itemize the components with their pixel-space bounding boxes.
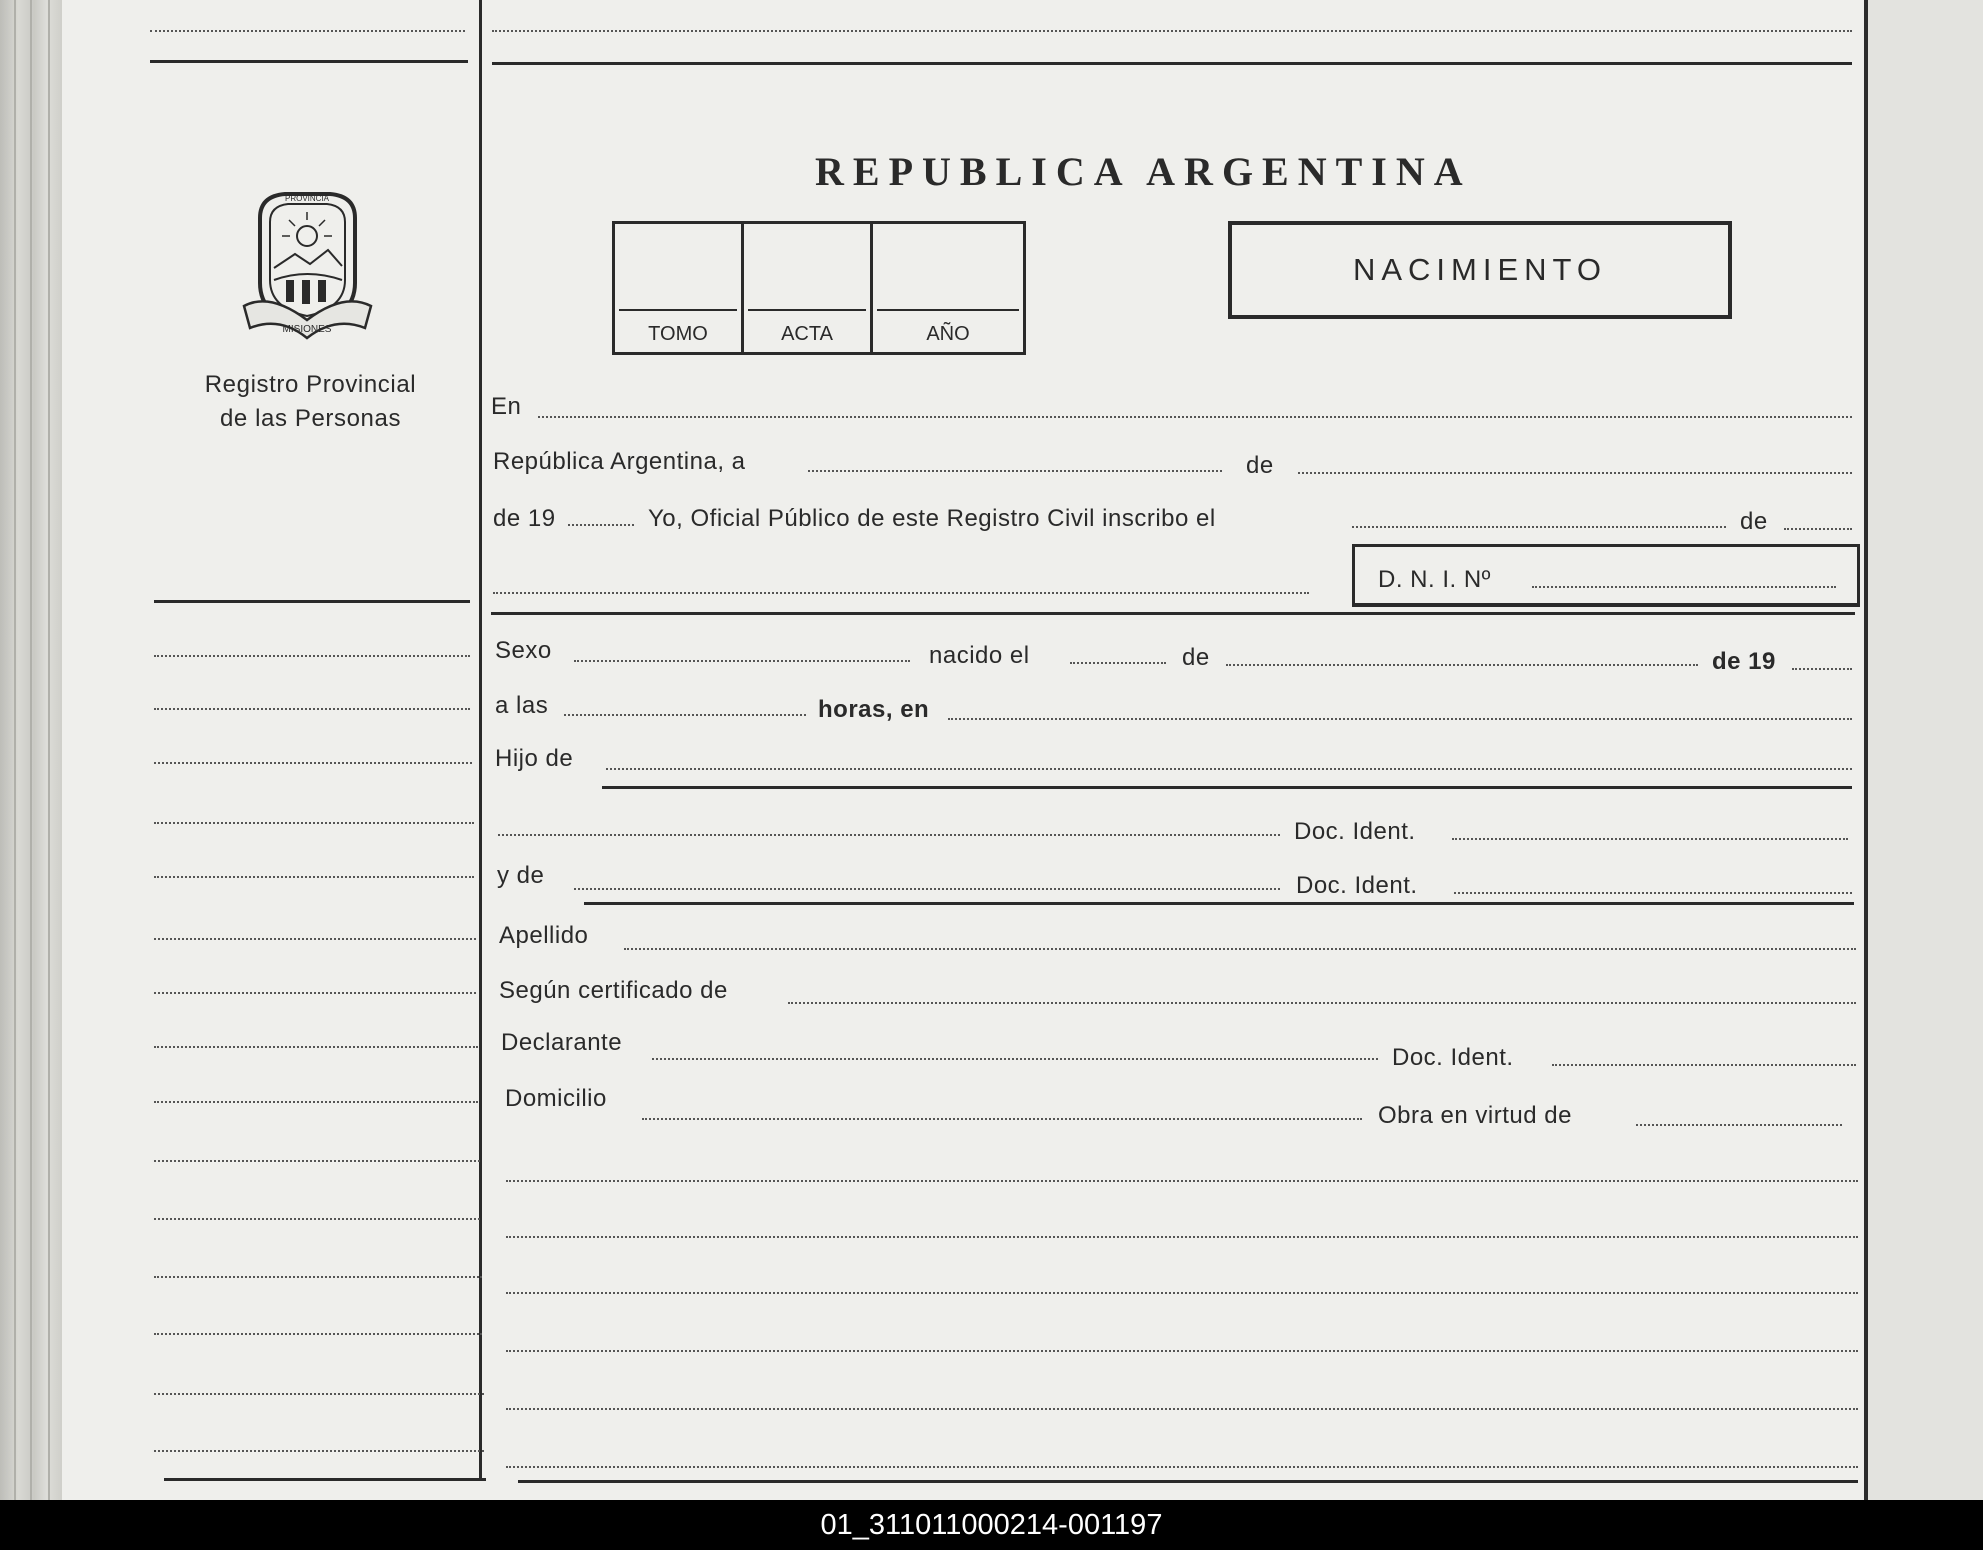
en-label: En xyxy=(491,393,522,420)
notes-line[interactable] xyxy=(506,1180,1858,1182)
notes-line[interactable] xyxy=(506,1466,1858,1468)
notes-line[interactable] xyxy=(506,1408,1858,1410)
hijo-de-label: Hijo de xyxy=(495,745,574,772)
horas-en-label: horas, en xyxy=(818,696,930,723)
sexo-label: Sexo xyxy=(495,637,552,664)
margin-dotted-line[interactable] xyxy=(154,762,472,764)
mother-field[interactable] xyxy=(574,888,1280,890)
rule xyxy=(150,60,468,63)
dotted-line xyxy=(492,30,1852,32)
margin-dotted-line[interactable] xyxy=(154,876,474,878)
declarant-field[interactable] xyxy=(652,1058,1378,1060)
a-las-label: a las xyxy=(495,692,549,719)
notes-line[interactable] xyxy=(506,1350,1858,1352)
svg-text:MISIONES: MISIONES xyxy=(282,324,332,335)
obra-en-virtud-label: Obra en virtud de xyxy=(1378,1102,1572,1129)
de19-label: de 19 xyxy=(493,505,556,532)
rule xyxy=(492,62,1852,65)
margin-dotted-line[interactable] xyxy=(154,1450,484,1452)
father-name-field[interactable] xyxy=(498,834,1280,836)
binding-stripe xyxy=(14,0,16,1500)
sheet-edge xyxy=(1864,0,1868,1500)
month-field[interactable] xyxy=(1298,472,1852,474)
de-label: de xyxy=(1246,452,1274,479)
binding-stripe xyxy=(30,0,32,1500)
binding-stripe xyxy=(48,0,50,1500)
yo-oficial-label: Yo, Oficial Público de este Registro Civil inscribo el xyxy=(648,505,1216,532)
doc-ident-label: Doc. Ident. xyxy=(1294,818,1416,845)
margin-dotted-line[interactable] xyxy=(154,822,474,824)
birth-month-field[interactable] xyxy=(1226,664,1698,666)
dni-label: D. N. I. Nº xyxy=(1378,566,1491,593)
margin-dotted-line[interactable] xyxy=(154,938,476,940)
record-type-box xyxy=(1228,221,1732,319)
record-type-label: NACIMIENTO xyxy=(1352,252,1608,287)
rule xyxy=(154,600,470,603)
inscription-field[interactable] xyxy=(1352,526,1726,528)
notes-line[interactable] xyxy=(506,1236,1858,1238)
acta-cell[interactable] xyxy=(744,224,873,352)
margin-dotted-line[interactable] xyxy=(154,708,470,710)
de19-label: de 19 xyxy=(1712,648,1776,675)
father-doc-field[interactable] xyxy=(1452,838,1848,840)
dotted-line xyxy=(150,30,465,32)
registry-name xyxy=(178,368,443,436)
rule xyxy=(164,1478,486,1481)
margin-dotted-line[interactable] xyxy=(154,655,470,657)
tomo-cell[interactable] xyxy=(615,224,744,352)
birth-day-field[interactable] xyxy=(1070,662,1166,664)
mother-doc-field[interactable] xyxy=(1454,892,1852,894)
birth-year-field[interactable] xyxy=(1792,668,1852,670)
margin-dotted-line[interactable] xyxy=(154,1160,480,1162)
address-field[interactable] xyxy=(642,1118,1362,1120)
country-title: REPUBLICA ARGENTINA xyxy=(815,149,1472,194)
rule xyxy=(518,1480,1858,1483)
hour-field[interactable] xyxy=(564,714,806,716)
margin-dotted-line[interactable] xyxy=(154,1046,478,1048)
declarante-label: Declarante xyxy=(501,1029,623,1056)
rule xyxy=(584,902,1854,905)
tomo-label: TOMO xyxy=(648,323,708,345)
section-rule xyxy=(491,612,1855,615)
doc-ident-label: Doc. Ident. xyxy=(1392,1044,1514,1071)
registry-name-line1: Registro Provincial xyxy=(204,371,417,398)
margin-dotted-line[interactable] xyxy=(154,1276,482,1278)
segun-certificado-label: Según certificado de xyxy=(499,977,728,1004)
doc-ident-label: Doc. Ident. xyxy=(1296,872,1418,899)
father-field[interactable] xyxy=(606,768,1852,770)
provincial-seal-icon xyxy=(240,188,375,340)
cell-rule xyxy=(619,309,737,311)
nacido-el-label: nacido el xyxy=(929,642,1030,669)
margin-dotted-line[interactable] xyxy=(154,1393,484,1395)
y-de-label: y de xyxy=(497,862,545,889)
cell-rule xyxy=(877,309,1019,311)
inscription-of-field[interactable] xyxy=(1784,528,1852,530)
acta-label: ACTA xyxy=(781,323,833,345)
birth-place-field[interactable] xyxy=(948,718,1852,720)
cell-rule xyxy=(748,309,866,311)
year-field[interactable] xyxy=(568,524,634,526)
registry-name-line2: de las Personas xyxy=(219,405,402,432)
en-field[interactable] xyxy=(538,416,1852,418)
rule xyxy=(602,786,1852,789)
dni-field[interactable] xyxy=(1532,586,1836,588)
declarant-doc-field[interactable] xyxy=(1552,1064,1856,1066)
notes-line[interactable] xyxy=(506,1292,1858,1294)
de-label: de xyxy=(1182,644,1210,671)
margin-dotted-line[interactable] xyxy=(154,1101,478,1103)
book-binding xyxy=(0,0,62,1500)
republica-label: República Argentina, a xyxy=(493,448,746,475)
apellido-label: Apellido xyxy=(499,922,589,949)
virtue-field[interactable] xyxy=(1636,1124,1842,1126)
margin-dotted-line[interactable] xyxy=(154,1218,480,1220)
margin-dotted-line[interactable] xyxy=(154,992,476,994)
name-field[interactable] xyxy=(493,592,1309,594)
ano-cell[interactable] xyxy=(873,224,1023,352)
svg-text:PROVINCIA: PROVINCIA xyxy=(284,194,330,203)
ano-label: AÑO xyxy=(926,323,970,345)
day-field[interactable] xyxy=(808,470,1222,472)
surname-field[interactable] xyxy=(624,948,1856,950)
image-id-label: 01_311011000214-001197 xyxy=(820,1509,1163,1541)
de-label: de xyxy=(1740,508,1768,535)
column-divider xyxy=(479,0,482,1480)
margin-dotted-line[interactable] xyxy=(154,1333,482,1335)
certificate-field[interactable] xyxy=(788,1002,1856,1004)
register-reference-box xyxy=(612,221,1026,355)
right-margin xyxy=(1868,0,1983,1500)
domicilio-label: Domicilio xyxy=(505,1085,607,1112)
sex-field[interactable] xyxy=(574,660,910,662)
